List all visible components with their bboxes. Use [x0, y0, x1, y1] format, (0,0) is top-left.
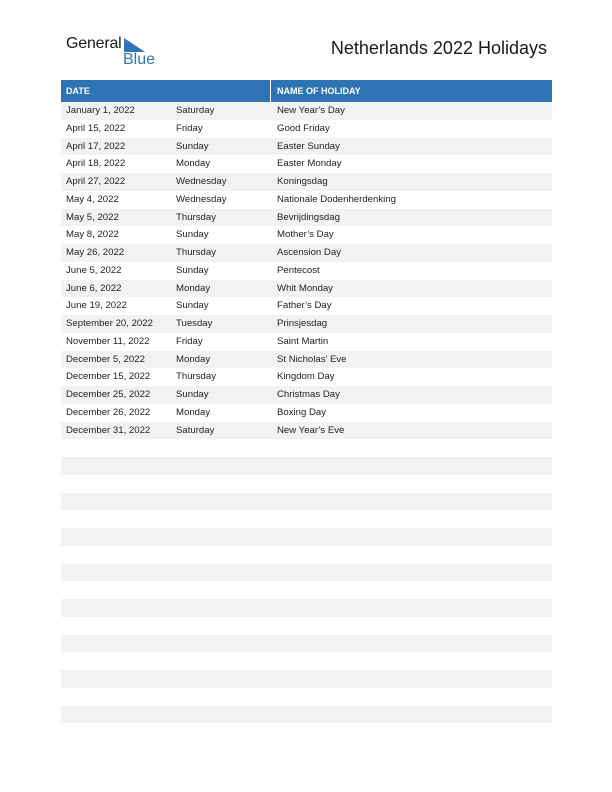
- empty-row: [61, 652, 552, 670]
- row-weekday: Monday: [176, 282, 211, 294]
- row-weekday: Sunday: [176, 264, 209, 276]
- row-weekday: Sunday: [176, 389, 209, 400]
- row-holiday-name: Easter Monday: [277, 158, 342, 170]
- row-weekday: Friday: [176, 122, 203, 134]
- row-weekday: Thursday: [176, 371, 216, 383]
- generalblue-logo: [66, 34, 156, 68]
- empty-row: [61, 439, 552, 457]
- row-weekday: Wednesday: [176, 176, 227, 187]
- row-date: May 4, 2022: [66, 193, 119, 205]
- row-holiday-name: Pentecost: [277, 264, 320, 276]
- empty-row: [61, 688, 552, 706]
- table-row: [61, 120, 552, 138]
- table-row: [61, 173, 552, 191]
- row-weekday: Monday: [176, 406, 211, 418]
- row-holiday-name: Saint Martin: [277, 335, 329, 347]
- row-weekday: Sunday: [176, 140, 209, 152]
- row-holiday-name: New Year’s Day: [277, 105, 345, 116]
- table-row: [61, 262, 552, 280]
- table-row: [61, 351, 552, 369]
- row-date: May 5, 2022: [66, 211, 119, 223]
- table-body: [61, 102, 552, 439]
- table-row: [61, 138, 552, 156]
- row-holiday-name: Prinsjesdag: [277, 318, 328, 329]
- logo-text-blue: Blue: [123, 51, 156, 68]
- row-holiday-name: Whit Monday: [277, 282, 333, 294]
- table-row: [61, 191, 552, 209]
- empty-row: [61, 510, 552, 528]
- row-holiday-name: Nationale Dodenherdenking: [277, 193, 396, 205]
- row-holiday-name: St Nicholas’ Eve: [277, 353, 347, 365]
- table-row: [61, 155, 552, 173]
- row-holiday-name: Bevrijdingsdag: [277, 211, 340, 223]
- row-date: June 19, 2022: [66, 300, 127, 312]
- row-holiday-name: Christmas Day: [277, 389, 340, 400]
- table-row: [61, 422, 552, 440]
- header-holiday-name: NAME OF HOLIDAY: [277, 86, 361, 96]
- empty-row: [61, 475, 552, 493]
- logo-text-general: General: [66, 35, 122, 52]
- page-title: Netherlands 2022 Holidays: [330, 38, 547, 58]
- table-row: [61, 297, 552, 315]
- row-weekday: Friday: [176, 335, 203, 347]
- empty-row: [61, 457, 552, 475]
- row-date: April 27, 2022: [66, 176, 126, 187]
- empty-row: [61, 706, 552, 724]
- row-weekday: Monday: [176, 158, 211, 170]
- table-row: [61, 280, 552, 298]
- row-holiday-name: Good Friday: [277, 122, 330, 134]
- row-holiday-name: Koningsdag: [277, 176, 328, 187]
- empty-row: [61, 581, 552, 599]
- empty-row: [61, 635, 552, 653]
- row-weekday: Saturday: [176, 105, 215, 116]
- row-date: September 20, 2022: [66, 318, 153, 329]
- empty-row: [61, 528, 552, 546]
- row-holiday-name: Easter Sunday: [277, 140, 340, 152]
- row-date: April 17, 2022: [66, 140, 126, 152]
- empty-row: [61, 670, 552, 688]
- empty-row: [61, 617, 552, 635]
- table-row: [61, 368, 552, 386]
- row-date: April 18, 2022: [66, 158, 126, 170]
- row-date: December 15, 2022: [66, 371, 151, 383]
- row-holiday-name: New Year’s Eve: [277, 424, 345, 436]
- table-header: [61, 80, 552, 102]
- row-date: November 11, 2022: [66, 335, 150, 347]
- table-row: [61, 386, 552, 404]
- row-weekday: Thursday: [176, 247, 216, 258]
- empty-rows: [61, 439, 552, 723]
- row-holiday-name: Ascension Day: [277, 247, 341, 258]
- holiday-table: [61, 80, 552, 723]
- row-weekday: Tuesday: [176, 318, 213, 329]
- table-row: [61, 315, 552, 333]
- row-weekday: Sunday: [176, 300, 209, 312]
- table-row: [61, 209, 552, 227]
- row-holiday-name: Kingdom Day: [277, 371, 335, 383]
- table-row: [61, 333, 552, 351]
- empty-row: [61, 564, 552, 582]
- row-holiday-name: Father’s Day: [277, 300, 332, 312]
- row-weekday: Thursday: [176, 211, 216, 223]
- header-date: DATE: [61, 80, 271, 102]
- row-date: December 31, 2022: [66, 424, 151, 436]
- row-weekday: Saturday: [176, 424, 215, 436]
- table-row: [61, 102, 552, 120]
- row-date: June 5, 2022: [66, 264, 122, 276]
- empty-row: [61, 546, 552, 564]
- row-date: June 6, 2022: [66, 282, 122, 294]
- row-date: December 5, 2022: [66, 353, 145, 365]
- row-date: December 26, 2022: [66, 406, 151, 418]
- empty-row: [61, 493, 552, 511]
- row-holiday-name: Boxing Day: [277, 406, 327, 418]
- row-weekday: Monday: [176, 353, 211, 365]
- row-weekday: Sunday: [176, 229, 209, 241]
- table-row: [61, 404, 552, 422]
- row-date: April 15, 2022: [66, 122, 126, 134]
- table-row: [61, 244, 552, 262]
- empty-row: [61, 599, 552, 617]
- row-date: December 25, 2022: [66, 389, 151, 400]
- row-date: January 1, 2022: [66, 105, 135, 116]
- row-date: May 26, 2022: [66, 247, 125, 258]
- row-holiday-name: Mother’s Day: [277, 229, 334, 241]
- row-weekday: Wednesday: [176, 193, 227, 205]
- row-date: May 8, 2022: [66, 229, 119, 241]
- table-row: [61, 226, 552, 244]
